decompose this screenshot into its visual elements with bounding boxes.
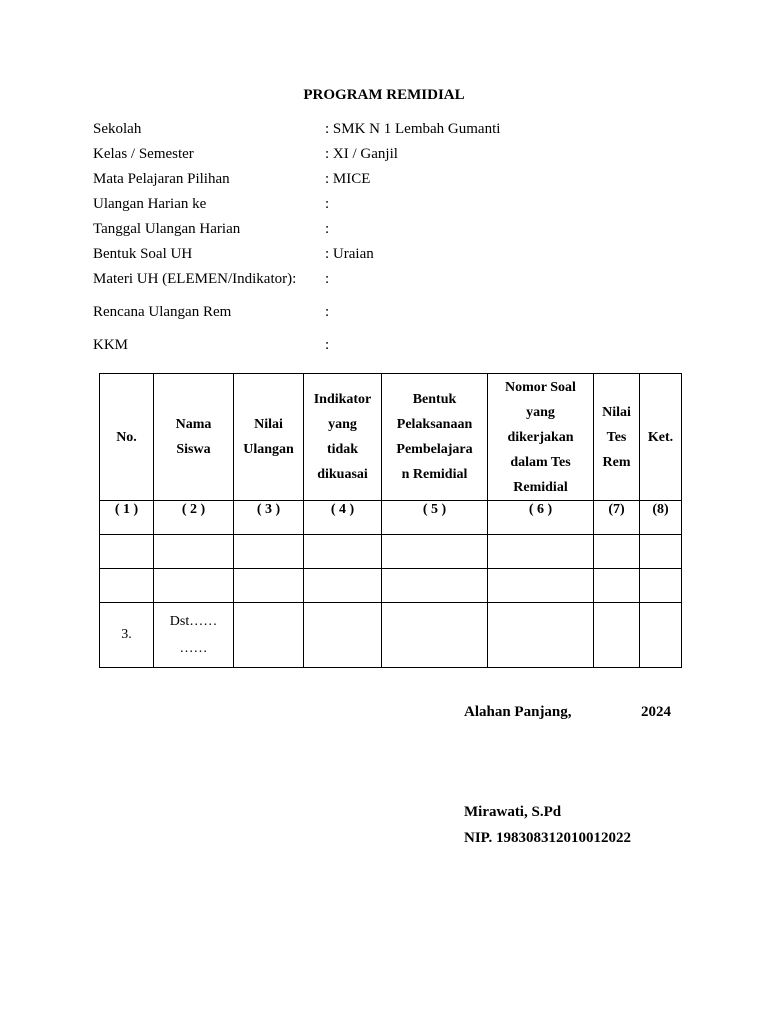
table-cell — [304, 603, 382, 668]
page-title: PROGRAM REMIDIAL — [303, 87, 465, 103]
table-cell — [382, 535, 488, 569]
table-cell — [304, 569, 382, 603]
info-label: KKM — [93, 337, 129, 353]
info-value: : — [325, 337, 330, 353]
table-cell — [488, 535, 594, 569]
info-value: : — [325, 271, 330, 287]
table-cell — [100, 535, 154, 569]
info-row-sekolah — [93, 117, 653, 142]
column-number: ( 5 ) — [382, 501, 488, 535]
info-row-ulangan-ke — [93, 192, 653, 217]
info-row-rencana — [93, 300, 653, 325]
info-label: Tanggal Ulangan Harian — [93, 221, 241, 237]
column-number: (8) — [640, 501, 682, 535]
table-cell — [234, 569, 304, 603]
table-row — [100, 569, 682, 603]
table-cell — [154, 535, 234, 569]
table-cell — [382, 569, 488, 603]
info-label: Materi UH (ELEMEN/Indikator): — [93, 271, 297, 287]
table-cell — [640, 535, 682, 569]
signature-place: Alahan Panjang, — [464, 704, 572, 720]
info-value: : — [325, 196, 330, 212]
header-nilai-tes-rem: Nilai Tes Rem — [594, 374, 640, 501]
table-cell — [382, 603, 488, 668]
signature-year: 2024 — [641, 704, 671, 720]
table-cell — [640, 603, 682, 668]
table-cell — [594, 603, 640, 668]
table-row — [100, 535, 682, 569]
info-value: : MICE — [325, 171, 371, 187]
info-row-kkm — [93, 333, 653, 358]
info-label: Ulangan Harian ke — [93, 196, 207, 212]
header-ket: Ket. — [640, 374, 682, 501]
column-number: ( 6 ) — [488, 501, 594, 535]
info-label: Bentuk Soal UH — [93, 246, 193, 262]
signature-name: Mirawati, S.Pd — [464, 804, 562, 820]
table-cell — [100, 569, 154, 603]
header-bentuk-pelaksanaan: Bentuk Pelaksanaan Pembelajara n Remidial — [382, 374, 488, 501]
column-number: ( 3 ) — [234, 501, 304, 535]
info-row-mapel — [93, 167, 653, 192]
table-header-row — [100, 374, 682, 501]
table-cell — [488, 603, 594, 668]
info-row-kelas — [93, 142, 653, 167]
table-row — [100, 603, 682, 668]
remedial-table — [99, 373, 682, 668]
column-number: (7) — [594, 501, 640, 535]
table-cell — [154, 569, 234, 603]
column-number: ( 4 ) — [304, 501, 382, 535]
info-value: : — [325, 304, 330, 320]
table-cell — [234, 535, 304, 569]
table-cell — [594, 569, 640, 603]
info-label: Mata Pelajaran Pilihan — [93, 171, 230, 187]
info-value: : Uraian — [325, 246, 374, 262]
info-label: Kelas / Semester — [93, 146, 194, 162]
info-value: : XI / Ganjil — [325, 146, 398, 162]
info-row-bentuk-soal — [93, 242, 653, 267]
student-name-cell: Dst…… …… — [154, 603, 234, 668]
column-number-row — [100, 501, 682, 535]
info-row-tanggal — [93, 217, 653, 242]
info-block — [93, 117, 653, 358]
signature-nip: NIP. 198308312010012022 — [464, 830, 631, 846]
row-number: 3. — [100, 603, 154, 668]
info-row-materi — [93, 267, 653, 292]
header-nama-siswa: Nama Siswa — [154, 374, 234, 501]
header-nomor-soal: Nomor Soal yang dikerjakan dalam Tes Remidial — [488, 374, 594, 501]
column-number: ( 2 ) — [154, 501, 234, 535]
info-value: : — [325, 221, 330, 237]
table-cell — [594, 535, 640, 569]
column-number: ( 1 ) — [100, 501, 154, 535]
header-nilai-ulangan: Nilai Ulangan — [234, 374, 304, 501]
table-cell — [640, 569, 682, 603]
header-indikator: Indikator yang tidak dikuasai — [304, 374, 382, 501]
header-no: No. — [100, 374, 154, 501]
table-cell — [234, 603, 304, 668]
info-label: Rencana Ulangan Rem — [93, 304, 232, 320]
table-cell — [304, 535, 382, 569]
info-value: : SMK N 1 Lembah Gumanti — [325, 121, 501, 137]
table-cell — [488, 569, 594, 603]
info-label: Sekolah — [93, 121, 142, 137]
